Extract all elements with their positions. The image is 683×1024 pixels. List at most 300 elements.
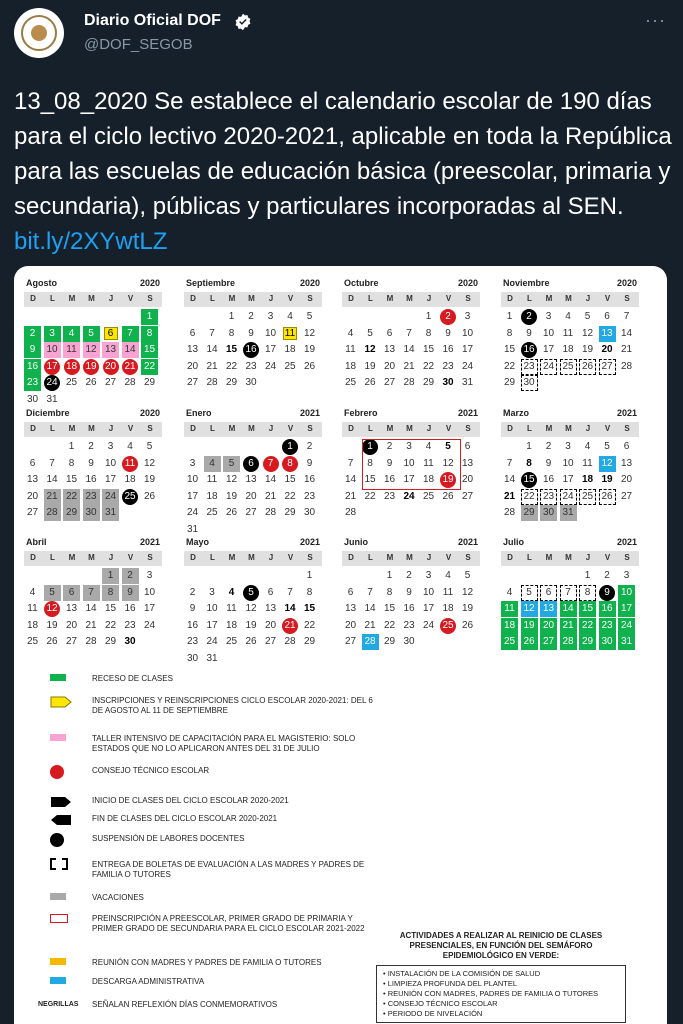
day-cell: 25 — [501, 634, 518, 650]
weekday-header — [501, 422, 639, 437]
display-name[interactable]: Diario Oficial DOF — [84, 12, 221, 29]
month-year: 2021 — [616, 408, 637, 418]
day-cell: 19 — [521, 618, 538, 634]
day-cell: 31 — [46, 393, 58, 405]
day-cell: 20 — [186, 360, 199, 372]
day-cell: 3 — [623, 570, 630, 581]
day-cell: 25 — [206, 507, 218, 518]
day-cell: 12 — [143, 457, 156, 469]
day-cell: 25 — [65, 377, 78, 388]
day-cell: 16 — [383, 474, 396, 485]
weekday-label: D — [348, 424, 354, 433]
day-cell: 30 — [521, 375, 538, 391]
day-cell: 26 — [85, 377, 97, 388]
day-cell: 30 — [403, 636, 415, 647]
weekday-label: L — [50, 294, 55, 303]
day-cell: 7 — [347, 457, 354, 469]
day-cell: 8 — [506, 327, 513, 339]
day-cell: 25 — [284, 360, 296, 372]
seal-icon — [31, 25, 47, 41]
legend-text: REUNIÓN CON MADRES Y PADRES DE FAMILIA O TUTORES — [92, 958, 322, 967]
day-cell: 24 — [618, 618, 635, 634]
weekday-label: J — [268, 553, 274, 562]
activity-item: • CONSEJO TÉCNICO ESCOLAR — [383, 999, 498, 1008]
weekday-label: J — [426, 553, 432, 562]
day-cell: 23 — [83, 489, 100, 505]
day-cell: 24 — [422, 619, 435, 631]
month-name: Septiembre — [186, 278, 236, 288]
weekday-label: S — [624, 424, 630, 433]
day-cell: 16 — [124, 603, 136, 614]
weekday-label: D — [348, 553, 354, 562]
weekday-label: M — [406, 294, 413, 303]
day-cell: 30 — [245, 377, 257, 388]
weekday-label: V — [604, 424, 611, 433]
day-cell: 24 — [206, 636, 218, 647]
day-cell: 4 — [228, 586, 235, 598]
day-cell: 16 — [243, 342, 260, 358]
day-cell: 14 — [46, 474, 58, 485]
day-cell: 4 — [506, 586, 513, 598]
weekday-label: M — [406, 553, 413, 562]
activity-item: • INSTALACIÓN DE LA COMISIÓN DE SALUD — [383, 969, 541, 978]
day-cell: 10 — [206, 603, 218, 614]
month-name: Abril — [26, 537, 47, 547]
day-cell: 8 — [425, 327, 432, 339]
activities-box — [376, 931, 626, 1023]
legend-text: RECESO DE CLASES — [92, 674, 173, 683]
month-julio — [501, 537, 639, 662]
day-cell: 23 — [442, 360, 454, 372]
day-cell: 6 — [267, 586, 274, 598]
legend-text: VACACIONES — [92, 893, 144, 902]
day-cell: 21 — [364, 619, 376, 631]
day-cell: 17 — [264, 344, 277, 355]
day-cell: 8 — [228, 327, 235, 339]
day-cell: 14 — [284, 603, 296, 614]
day-cell: 10 — [186, 474, 199, 485]
day-cell: 20 — [26, 490, 39, 502]
day-cell: 11 — [501, 601, 518, 617]
month-year: 2021 — [616, 537, 637, 547]
day-cell: 10 — [143, 586, 156, 598]
weekday-label: M — [565, 424, 572, 433]
day-cell: 3 — [464, 311, 471, 322]
day-cell: 7 — [367, 586, 373, 598]
weekday-header — [184, 551, 322, 566]
day-cell: 31 — [618, 634, 635, 650]
tweet-text — [14, 84, 676, 259]
month-name: Febrero — [344, 408, 378, 418]
day-cell: 12 — [44, 601, 61, 617]
day-cell: 11 — [63, 342, 80, 358]
month-name: Octubre — [344, 278, 379, 288]
day-cell: 31 — [102, 505, 119, 521]
day-cell: 29 — [225, 377, 238, 388]
weekday-header — [184, 422, 322, 437]
month-junio — [342, 537, 480, 662]
day-cell: 21 — [122, 359, 139, 375]
weekday-label: S — [307, 553, 313, 562]
day-cell: 24 — [102, 489, 119, 505]
month-enero — [184, 408, 322, 533]
avatar[interactable] — [14, 8, 64, 58]
day-cell: 1 — [141, 309, 158, 325]
day-cell: 20 — [461, 474, 474, 485]
negrillas-label: NEGRILLAS — [38, 1001, 79, 1008]
weekday-label: J — [108, 294, 114, 303]
day-cell: 25 — [26, 636, 39, 647]
day-cell: 25 — [560, 359, 577, 375]
day-cell: 16 — [303, 474, 316, 485]
weekday-label: M — [565, 553, 572, 562]
day-cell: 24 — [560, 489, 577, 505]
day-cell: 10 — [461, 327, 474, 339]
day-cell: 12 — [599, 456, 616, 472]
day-cell: 13 — [26, 474, 39, 485]
weekday-label: J — [426, 294, 432, 303]
day-cell: 13 — [245, 474, 257, 485]
month-year: 2020 — [299, 278, 320, 288]
day-cell: 29 — [422, 377, 435, 388]
weekday-label: M — [68, 424, 76, 433]
day-cell: 29 — [143, 377, 156, 388]
day-cell: 12 — [303, 327, 316, 339]
day-cell: 22 — [225, 360, 238, 372]
weekday-label: L — [527, 553, 532, 562]
legend-text: FIN DE CLASES DEL CICLO ESCOLAR 2020-2021 — [92, 814, 278, 823]
weekday-label: D — [190, 424, 196, 433]
day-cell: 3 — [189, 457, 196, 469]
day-cell: 13 — [599, 326, 616, 342]
day-cell: 13 — [540, 601, 557, 617]
day-cell: 29 — [503, 377, 516, 388]
day-cell: 19 — [225, 490, 238, 502]
month-marzo — [501, 408, 639, 533]
weekday-header — [342, 292, 480, 307]
day-cell: 3 — [425, 570, 432, 581]
day-cell: 11 — [122, 456, 139, 472]
day-cell: 10 — [44, 342, 61, 358]
month-noviembre — [501, 278, 639, 403]
day-cell: 23 — [245, 360, 257, 372]
day-cell: 4 — [63, 326, 80, 342]
day-cell: 11 — [27, 603, 38, 614]
day-cell: 7 — [506, 457, 513, 469]
day-cell: 7 — [83, 585, 100, 601]
day-cell: 9 — [599, 585, 616, 601]
weekday-label: J — [585, 294, 591, 303]
day-cell: 10 — [618, 585, 635, 601]
day-cell: 10 — [422, 586, 435, 598]
day-cell: 1 — [584, 570, 591, 581]
weekday-label: V — [287, 294, 294, 303]
day-cell: 25 — [440, 618, 457, 634]
day-cell: 28 — [284, 636, 296, 647]
legend-text: INICIO DE CLASES DEL CICLO ESCOLAR 2020-2021 — [92, 796, 289, 805]
day-cell: 11 — [226, 603, 237, 614]
day-cell: 1 — [386, 570, 393, 581]
month-febrero — [342, 408, 480, 533]
day-cell: 18 — [422, 474, 435, 485]
day-cell: 12 — [442, 457, 454, 469]
day-cell: 12 — [83, 342, 100, 358]
day-cell: 13 — [344, 603, 357, 614]
day-cell: 2 — [545, 441, 552, 452]
weekday-header — [501, 292, 639, 307]
day-cell: 10 — [542, 327, 555, 339]
day-cell: 20 — [344, 619, 357, 631]
day-cell: 5 — [445, 441, 451, 452]
day-cell: 30 — [124, 636, 136, 647]
weekday-label: M — [88, 294, 95, 303]
day-cell: 26 — [461, 619, 474, 631]
day-cell: 14 — [122, 342, 139, 358]
weekday-label: M — [228, 553, 236, 562]
day-cell: 2 — [248, 311, 254, 322]
legend-text: CONSEJO TÉCNICO ESCOLAR — [92, 766, 210, 775]
weekday-label: D — [507, 294, 513, 303]
weekday-label: S — [465, 294, 471, 303]
weekday-label: D — [348, 294, 354, 303]
day-cell: 21 — [344, 490, 357, 502]
weekday-header — [24, 292, 162, 307]
day-cell: 24 — [143, 619, 156, 631]
day-cell: 18 — [581, 474, 594, 485]
day-cell: 19 — [601, 474, 613, 485]
month-abril — [24, 537, 162, 662]
weekday-label: J — [426, 424, 432, 433]
day-cell: 6 — [347, 586, 354, 598]
day-cell: 4 — [287, 311, 293, 322]
day-cell: 9 — [406, 586, 412, 598]
day-cell: 21 — [206, 360, 218, 372]
arrow-right-swatch-icon — [50, 796, 72, 808]
day-cell: 27 — [461, 490, 474, 502]
day-cell: 25 — [422, 490, 435, 502]
day-cell: 12 — [225, 474, 238, 485]
day-cell: 26 — [364, 377, 376, 388]
day-cell: 15 — [65, 474, 78, 485]
month-year: 2020 — [616, 278, 637, 288]
weekday-label: M — [68, 553, 76, 562]
weekday-label: S — [465, 553, 471, 562]
day-cell: 19 — [143, 474, 156, 485]
tweet-link[interactable]: bit.ly/2XYwtLZ — [14, 228, 168, 255]
day-cell: 4 — [445, 570, 451, 581]
day-cell: 9 — [445, 327, 451, 339]
day-cell: 28 — [344, 507, 357, 518]
day-cell: 4 — [204, 456, 221, 472]
day-cell: 15 — [503, 344, 516, 355]
day-cell: 15 — [284, 474, 296, 485]
day-cell: 2 — [604, 570, 610, 581]
day-cell: 15 — [225, 344, 238, 355]
calendar-image[interactable] — [14, 266, 667, 1024]
day-cell: 8 — [306, 586, 313, 598]
day-cell: 20 — [245, 490, 257, 502]
day-cell: 17 — [206, 619, 218, 631]
day-cell: 6 — [29, 457, 36, 469]
day-cell: 13 — [620, 457, 633, 469]
day-cell: 9 — [248, 327, 254, 339]
day-cell: 17 — [403, 474, 415, 485]
weekday-label: L — [368, 294, 373, 303]
weekday-label: M — [88, 424, 95, 433]
day-cell: 8 — [386, 586, 393, 598]
day-cell: 23 — [186, 636, 199, 647]
weekday-header — [24, 422, 162, 437]
day-cell: 17 — [186, 490, 199, 502]
day-cell: 27 — [65, 636, 78, 647]
day-cell: 16 — [403, 603, 415, 614]
day-cell: 6 — [464, 441, 471, 452]
day-cell: 21 — [44, 489, 61, 505]
weekday-label: L — [368, 553, 373, 562]
day-cell: 27 — [186, 377, 199, 388]
day-cell: 27 — [264, 636, 277, 647]
day-cell: 16 — [85, 474, 97, 485]
weekday-label: M — [228, 424, 236, 433]
month-name: Enero — [186, 408, 212, 418]
day-cell: 29 — [579, 634, 596, 650]
more-options-icon[interactable]: ··· — [645, 10, 666, 30]
day-cell: 22 — [579, 618, 596, 634]
day-cell: 19 — [461, 603, 474, 614]
month-year: 2020 — [139, 408, 160, 418]
day-cell: 18 — [344, 360, 357, 372]
day-cell: 18 — [225, 619, 238, 631]
day-cell: 14 — [403, 344, 415, 355]
day-cell: 18 — [501, 618, 518, 634]
day-cell: 7 — [122, 326, 139, 342]
day-cell: 3 — [406, 441, 412, 452]
weekday-header — [342, 422, 480, 437]
activity-item: • PERIODO DE NIVELACIÓN — [383, 1009, 483, 1018]
weekday-label: L — [368, 424, 373, 433]
handle[interactable]: @DOF_SEGOB — [84, 36, 193, 53]
day-cell: 19 — [46, 619, 58, 631]
arrow-left-swatch-icon — [50, 814, 72, 826]
day-cell: 28 — [206, 377, 218, 388]
day-cell: 20 — [65, 619, 78, 631]
day-cell: 21 — [282, 618, 299, 634]
day-cell: 8 — [68, 457, 75, 469]
day-cell: 30 — [186, 652, 199, 664]
weekday-label: J — [108, 424, 114, 433]
day-cell: 22 — [383, 619, 396, 631]
day-cell: 26 — [46, 636, 58, 647]
day-cell: 21 — [403, 360, 415, 372]
day-cell: 11 — [423, 457, 434, 469]
day-cell: 17 — [461, 344, 474, 355]
month-year: 2021 — [299, 537, 320, 547]
day-cell: 25 — [579, 489, 596, 505]
day-cell: 15 — [141, 342, 158, 358]
day-cell: 16 — [521, 342, 538, 358]
day-cell: 14 — [560, 601, 577, 617]
day-cell: 9 — [545, 457, 552, 469]
day-cell: 5 — [464, 570, 471, 581]
day-cell: 4 — [29, 586, 36, 598]
weekday-label: D — [190, 553, 196, 562]
day-cell: 6 — [63, 585, 80, 601]
weekday-label: L — [527, 424, 532, 433]
day-cell: 11 — [562, 327, 574, 339]
day-cell: 16 — [542, 474, 555, 485]
day-cell: 5 — [83, 326, 100, 342]
month-name: Mayo — [186, 537, 210, 547]
day-cell: 31 — [206, 652, 218, 664]
weekday-label: M — [248, 553, 255, 562]
weekday-label: J — [268, 424, 274, 433]
weekday-label: J — [585, 424, 591, 433]
month-year: 2020 — [457, 278, 478, 288]
day-cell: 22 — [303, 619, 316, 631]
day-cell: 7 — [623, 311, 630, 322]
day-cell: 9 — [306, 457, 313, 469]
day-cell: 14 — [620, 327, 633, 339]
day-cell: 27 — [245, 507, 257, 518]
day-cell: 4 — [565, 311, 571, 322]
month-name: Noviembre — [503, 278, 550, 288]
weekday-label: M — [88, 553, 95, 562]
day-cell: 20 — [264, 619, 277, 631]
day-cell: 14 — [264, 474, 277, 485]
month-octubre — [342, 278, 480, 403]
day-cell: 16 — [599, 601, 616, 617]
legend-text: SEÑALAN REFLEXIÓN DÍAS CONMEMORATIVOS — [92, 1000, 278, 1009]
day-cell: 5 — [604, 441, 610, 452]
weekday-label: J — [108, 553, 114, 562]
day-cell: 19 — [245, 619, 257, 631]
day-cell: 14 — [364, 603, 376, 614]
day-cell: 27 — [26, 507, 39, 518]
weekday-label: L — [50, 553, 55, 562]
day-cell: 18 — [206, 490, 218, 502]
day-cell: 1 — [506, 311, 513, 322]
day-cell: 23 — [303, 490, 316, 502]
weekday-label: M — [386, 424, 394, 433]
weekday-label: M — [386, 553, 394, 562]
day-cell: 6 — [189, 327, 196, 339]
day-cell: 7 — [262, 456, 279, 472]
day-cell: 11 — [582, 457, 593, 469]
day-cell: 15 — [383, 603, 396, 614]
weekday-label: V — [127, 294, 134, 303]
weekday-label: M — [248, 294, 255, 303]
day-cell: 30 — [599, 634, 616, 650]
day-cell: 12 — [245, 603, 257, 614]
day-cell: 6 — [623, 441, 630, 452]
day-cell: 1 — [228, 311, 235, 322]
verified-badge-icon — [234, 13, 252, 31]
month-septiembre — [184, 278, 322, 403]
yellow-swatch-icon — [50, 696, 72, 708]
weekday-label: D — [30, 294, 36, 303]
day-cell: 27 — [104, 377, 117, 388]
day-cell: 5 — [223, 456, 240, 472]
weekday-label: D — [190, 294, 196, 303]
day-cell: 20 — [102, 359, 119, 375]
day-cell: 20 — [540, 618, 557, 634]
weekday-label: L — [50, 424, 55, 433]
day-cell: 29 — [284, 507, 296, 518]
weekday-label: M — [386, 294, 394, 303]
weekday-label: V — [445, 294, 452, 303]
legend-text: INSCRIPCIONES Y REINSCRIPCIONES CICLO ESCOLAR 2020-2021: DEL 6 DE AGOSTO AL 11 DE SEPTIEMBRE — [92, 696, 373, 715]
day-cell: 15 — [364, 474, 376, 485]
